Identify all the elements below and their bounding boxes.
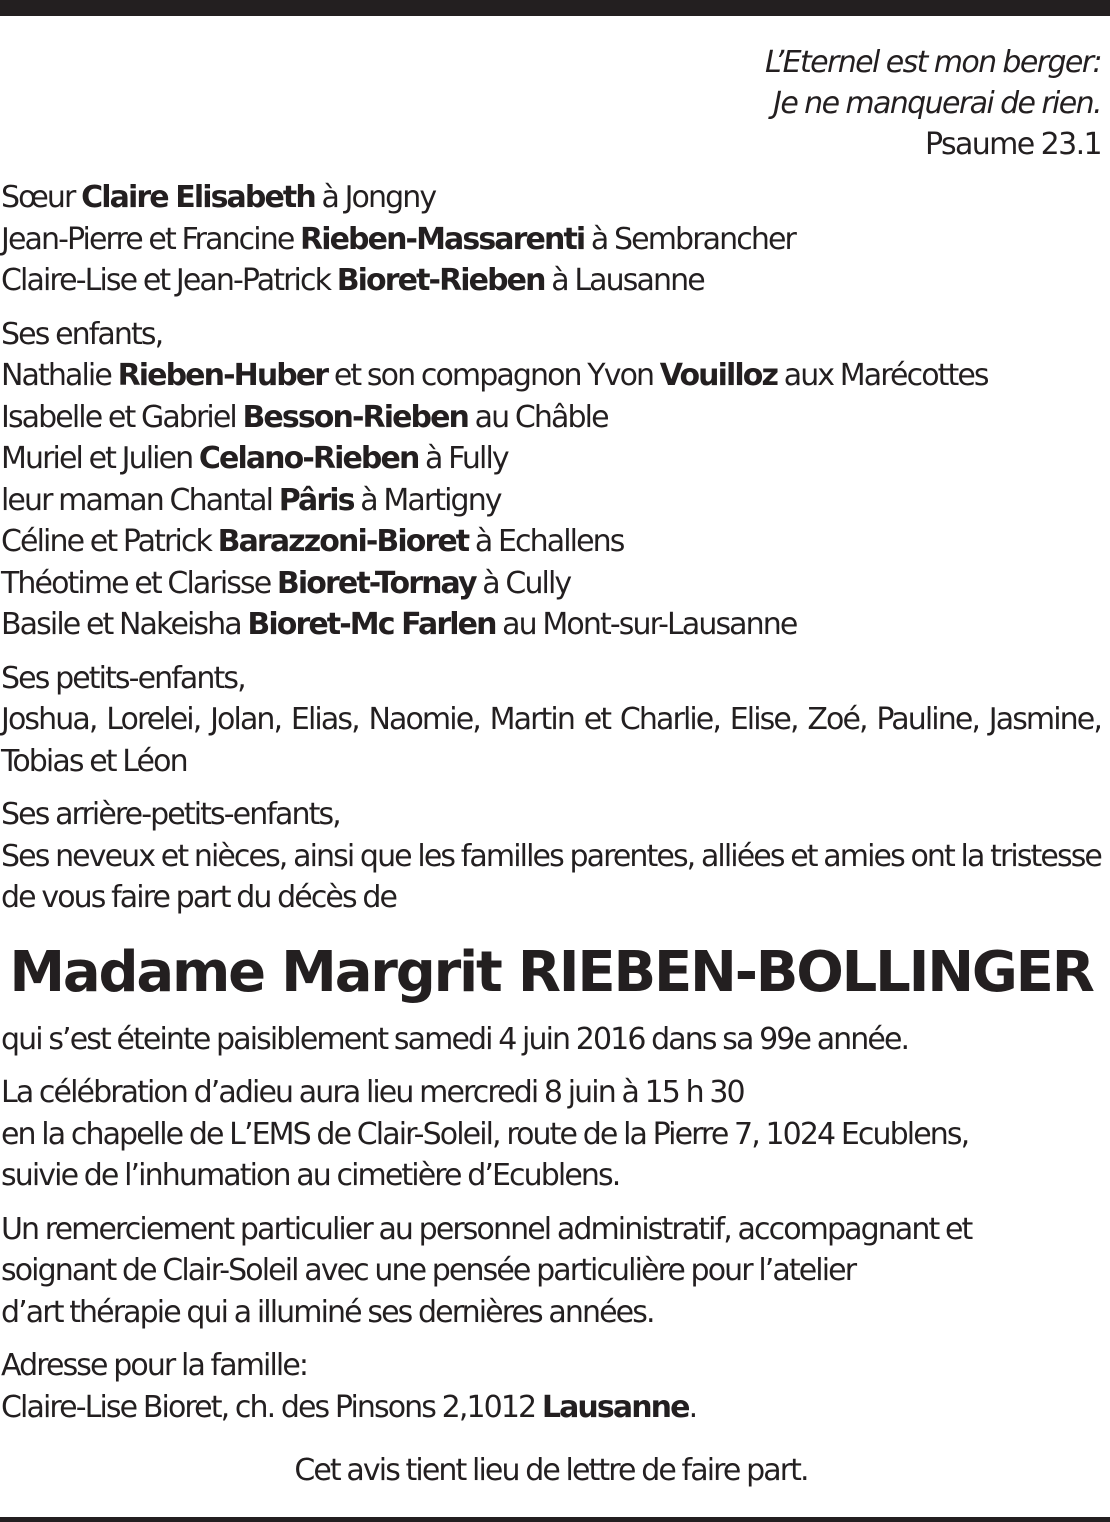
- sibling-first-names: Claire-Lise et Jean-Patrick: [1, 263, 337, 298]
- sibling-first-names: Sœur: [1, 180, 82, 215]
- bottom-rule: [0, 1517, 1110, 1522]
- child-surname: Celano-Rieben: [198, 441, 419, 476]
- child-first-names: Isabelle et Gabriel: [1, 399, 243, 435]
- spacer: [1, 1333, 1101, 1345]
- child-surname: Bioret-Tornay: [276, 565, 476, 601]
- sibling-line: [1, 177, 1101, 219]
- address-street: Claire-Lise Bioret, ch. des Pinsons 2,1012: [1, 1389, 542, 1425]
- spacer: [1, 1060, 1101, 1072]
- child-location: à Cully: [475, 565, 571, 601]
- verse-reference: Psaume 23.1: [924, 127, 1101, 162]
- child-surname: Rieben-Huber: [117, 358, 328, 393]
- child-surname: Bioret-Mc Farlen: [247, 607, 496, 642]
- child-partner-surname: Vouilloz: [659, 358, 778, 393]
- address-period: .: [688, 1389, 697, 1425]
- child-line: [1, 604, 1101, 646]
- child-line: [1, 480, 1101, 522]
- spacer: [1, 646, 1101, 658]
- child-surname: Pâris: [278, 482, 354, 518]
- psalm-verse: [1, 42, 1101, 165]
- child-first-names: Nathalie: [1, 358, 118, 393]
- grandchildren-names: Joshua, Lorelei, Jolan, Elias, Naomie, Martin et Charlie, Elise, Zoé, Pauline, Jasmine, Tobias et Léon: [1, 702, 1101, 779]
- grandchildren-heading: Ses petits-enfants,: [1, 660, 245, 696]
- child-location: au Châble: [468, 399, 608, 435]
- ceremony-line: La célébration d’adieu aura lieu mercredi 8 juin à 15 h 30: [1, 1075, 744, 1110]
- child-location: au Mont-sur-Lausanne: [495, 607, 797, 642]
- announcement-section: [1, 794, 1101, 919]
- address-heading: Adresse pour la famille:: [1, 1348, 308, 1383]
- thanks-line: d’art thérapie qui a illuminé ses dernières années.: [1, 1294, 654, 1330]
- child-first-names: Muriel et Julien: [1, 441, 199, 476]
- death-notice: qui s’est éteinte paisiblement samedi 4 juin 2016 dans sa 99e année.: [1, 1021, 909, 1057]
- grandchildren-section: [1, 658, 1101, 783]
- verse-line-2: Je ne manquerai de rien.: [773, 86, 1101, 121]
- sibling-surname: Rieben-Massarenti: [300, 221, 585, 257]
- child-first-names: leur maman Chantal: [1, 482, 279, 518]
- child-line: [1, 521, 1101, 563]
- footer-note: Cet avis tient lieu de lettre de faire part.: [294, 1453, 808, 1488]
- child-line: [1, 397, 1101, 439]
- sibling-location: à Sembrancher: [584, 221, 795, 257]
- children-heading: Ses enfants,: [1, 316, 163, 352]
- sibling-location: à Lausanne: [544, 263, 704, 298]
- spacer: [1, 782, 1101, 794]
- child-surname: Besson-Rieben: [242, 399, 469, 435]
- spacer: [1, 1197, 1101, 1209]
- address-line: [1, 1387, 1101, 1429]
- siblings-list: [1, 177, 1101, 302]
- sibling-surname: Claire Elisabeth: [81, 180, 315, 215]
- child-line: [1, 563, 1101, 605]
- child-line: [1, 438, 1101, 480]
- sibling-surname: Bioret-Rieben: [336, 263, 545, 298]
- death-notice-section: [1, 1019, 1101, 1061]
- great-grandchildren-heading: Ses arrière-petits-enfants,: [1, 797, 340, 832]
- child-line: [1, 355, 1101, 397]
- family-address-section: [1, 1345, 1101, 1428]
- ceremony-line: suivie de l’inhumation au cimetière d’Ecublens.: [1, 1158, 620, 1193]
- thanks-section: [1, 1209, 1101, 1334]
- sibling-location: à Jongny: [314, 180, 436, 215]
- ceremony-section: [1, 1072, 1101, 1197]
- thanks-line: soignant de Clair-Soleil avec une pensée particulière pour l’atelier: [1, 1253, 856, 1288]
- sibling-line: [1, 260, 1101, 302]
- address-city: Lausanne: [541, 1389, 689, 1425]
- deceased-name: Madame Margrit RIEBEN-BOLLINGER: [9, 939, 1093, 1005]
- child-first-names: Basile et Nakeisha: [1, 607, 248, 642]
- child-first-names: Céline et Patrick: [1, 524, 218, 559]
- top-rule: [0, 0, 1110, 16]
- children-list: [1, 314, 1101, 646]
- child-surname: Barazzoni-Bioret: [217, 524, 469, 559]
- sibling-first-names: Jean-Pierre et Francine: [1, 221, 301, 257]
- child-location: à Martigny: [353, 482, 501, 518]
- child-partner-text: et son compagnon Yvon: [327, 358, 660, 393]
- obituary-notice: [1, 42, 1101, 1492]
- verse-line-1: L’Eternel est mon berger:: [765, 45, 1101, 80]
- spacer: [1, 165, 1101, 177]
- thanks-line: Un remerciement particulier au personnel administratif, accompagnant et: [1, 1211, 972, 1247]
- sibling-line: [1, 219, 1101, 261]
- child-location: aux Marécottes: [777, 358, 988, 393]
- spacer: [1, 302, 1101, 314]
- child-location: à Echallens: [468, 524, 624, 559]
- child-first-names: Théotime et Clarisse: [1, 565, 277, 601]
- ceremony-line: en la chapelle de L’EMS de Clair-Soleil, route de la Pierre 7, 1024 Ecublens,: [1, 1116, 969, 1152]
- announcement-text: Ses neveux et nièces, ainsi que les familles parentes, alliées et amies ont la tristesse de vous faire part du décès de: [1, 838, 1101, 915]
- child-location: à Fully: [418, 441, 508, 476]
